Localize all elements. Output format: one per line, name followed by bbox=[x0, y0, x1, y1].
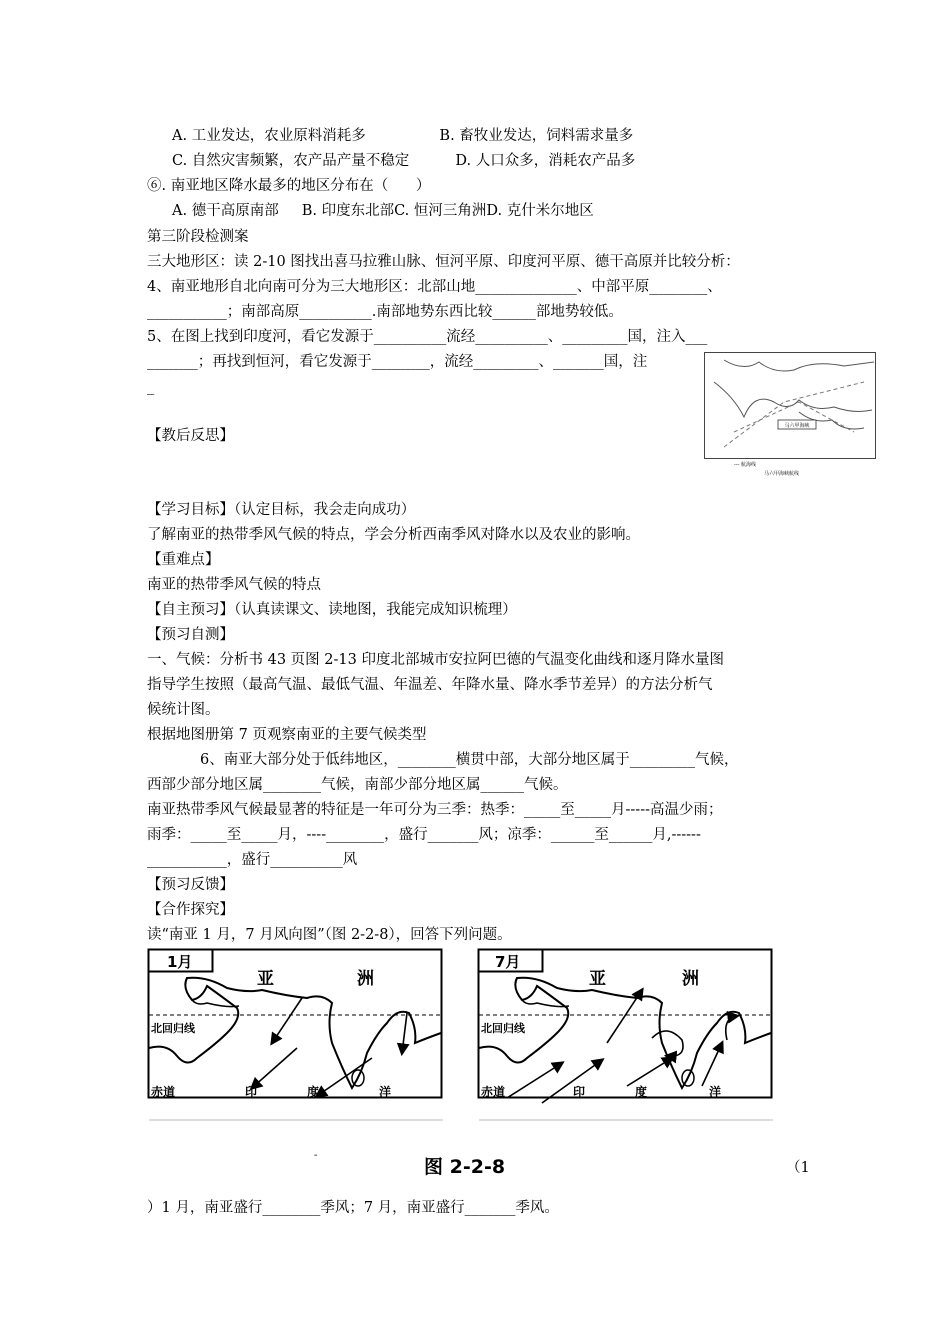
explore-instruction: 读“南亚 1 月，7 月风向图”（图 2-2-8），回答下列问题。 bbox=[147, 927, 512, 943]
jul-asia-label: 亚 bbox=[589, 969, 606, 989]
question-5-line3: _ bbox=[147, 379, 155, 395]
seasons-line3: ___________，盛行__________风 bbox=[147, 852, 358, 868]
self-study-heading: 【自主预习】（认真读课文、读地图，我能完成知识梳理） bbox=[147, 602, 517, 618]
key-points-heading: 【重难点】 bbox=[147, 552, 220, 568]
key-points-text: 南亚的热带季风气候的特点 bbox=[147, 577, 321, 593]
jul-zhou-label: 洲 bbox=[682, 969, 699, 989]
map-july bbox=[477, 948, 774, 1124]
seasons-line1: 南亚热带季风气候最显著的特征是一年可分为三季：热季：_____至_____月-----高温少雨； bbox=[147, 802, 723, 818]
seasons-line2: 雨季：_____至_____月，----________，盛行_______风；凉季：______至______月,------ bbox=[147, 827, 701, 843]
inset-legend-2: 马六甲海峡航线 bbox=[764, 471, 800, 477]
jan-du-label: 度 bbox=[307, 1085, 320, 1099]
question-6b-line2: 西部少部分地区属________气候，南部少部分地区属______气候。 bbox=[147, 777, 568, 793]
inset-map bbox=[704, 352, 876, 480]
question-6b-line1: 6、南亚大部分处于低纬地区，________横贯中部，大部分地区属于_________气候， bbox=[200, 752, 739, 768]
self-test-heading: 【预习自测】 bbox=[147, 627, 234, 643]
terrain-intro: 三大地形区：读 2-10 图找出喜马拉雅山脉、恒河平原、印度河平原、德干高原并比较分析： bbox=[147, 254, 740, 270]
jul-du-label: 度 bbox=[635, 1085, 648, 1099]
jul-equator-label: 赤道 bbox=[481, 1085, 506, 1099]
jan-yin-label: 印 bbox=[245, 1085, 258, 1099]
option-c-d: C. 自然灾害频繁，农产品产量不稳定 D. 人口众多，消耗农产品多 bbox=[172, 153, 636, 169]
section-heading: 第三阶段检测案 bbox=[147, 229, 249, 245]
jan-asia-label: 亚 bbox=[257, 969, 274, 989]
inset-legend-1: --- 航海线 bbox=[734, 462, 757, 468]
stray-mark: - bbox=[314, 1150, 318, 1161]
jan-equator-label: 赤道 bbox=[151, 1085, 176, 1099]
question-4-line1: 4、南亚地形自北向南可分为三大地形区：北部山地______________、中部平原________、 bbox=[147, 279, 722, 295]
climate-line1: 一、气候：分析书 43 页图 2-13 印度北部城市安拉阿巴德的气温变化曲线和逐月降水量图 bbox=[147, 652, 724, 668]
jul-yin-label: 印 bbox=[573, 1085, 586, 1099]
atlas-line: 根据地图册第 7 页观察南亚的主要气候类型 bbox=[147, 727, 427, 743]
question-5-line2: _______；再找到恒河，看它发源于________，流经_________、_______国，注 bbox=[147, 354, 648, 370]
jan-tropic-label: 北回归线 bbox=[151, 1022, 195, 1035]
jul-tropic-label: 北回归线 bbox=[481, 1022, 525, 1035]
learning-goal-text: 了解南亚的热带季风气候的特点，学会分析西南季风对降水以及农业的影响。 bbox=[147, 527, 640, 543]
question-6-options: A. 德干高原南部 B. 印度东北部C. 恒河三角洲D. 克什米尔地区 bbox=[172, 203, 594, 219]
question-4-line2: ___________；南部高原__________.南部地势东西比较______部地势较低。 bbox=[147, 304, 623, 320]
jan-month-label: 1月 bbox=[167, 953, 193, 971]
learning-goal-heading: 【学习目标】（认定目标，我会走向成功） bbox=[147, 502, 416, 518]
reflection-heading: 【教后反思】 bbox=[147, 428, 234, 444]
jan-zhou-label: 洲 bbox=[357, 969, 374, 989]
jan-yang-label: 洋 bbox=[379, 1085, 392, 1099]
question-1-text: ）1 月，南亚盛行________季风；7 月，南亚盛行_______季风。 bbox=[147, 1200, 559, 1216]
question-5-line1: 5、在图上找到印度河，看它发源于__________流经__________、_________国，注入___ bbox=[147, 329, 708, 345]
question-number: （1 bbox=[786, 1160, 810, 1176]
question-6: ⑥. 南亚地区降水最多的地区分布在（ ） bbox=[147, 178, 431, 194]
map-january bbox=[147, 948, 444, 1124]
climate-line2: 指导学生按照（最高气温、最低气温、年温差、年降水量、降水季节差异）的方法分析气 bbox=[147, 677, 713, 693]
climate-line3: 候统计图。 bbox=[147, 702, 220, 718]
jul-yang-label: 洋 bbox=[709, 1085, 722, 1099]
inset-map-label: 马六甲海峡 bbox=[784, 423, 810, 429]
feedback-heading: 【预习反馈】 bbox=[147, 877, 234, 893]
explore-heading: 【合作探究】 bbox=[147, 902, 234, 918]
figure-caption: 图 2-2-8 bbox=[424, 1156, 506, 1178]
option-a-b: A. 工业发达，农业原料消耗多 B. 畜牧业发达，饲料需求量多 bbox=[172, 128, 634, 144]
jul-month-label: 7月 bbox=[495, 953, 521, 971]
